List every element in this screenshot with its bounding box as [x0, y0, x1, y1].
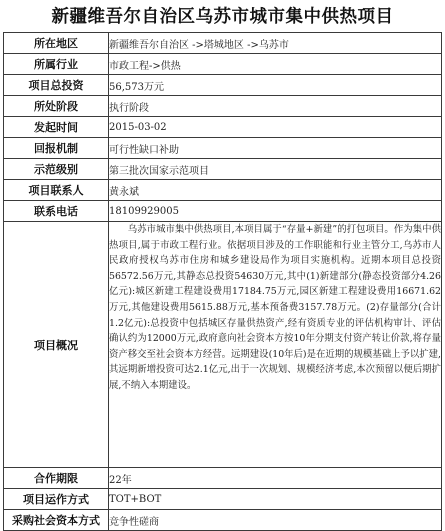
overview-value — [109, 222, 442, 468]
table-row — [4, 138, 442, 159]
overview-text: 乌苏市城市集中供热项目,本项目属于“存量+新建”的打包项目。作为集中供热项目,属于市政工程行业。依据项目涉及的工作职能和行业主管分工,乌苏市人民政府授权乌苏市住房和城乡建设局作为项目实施机构。近期本项目总投资56572.56万元,其静态总投资54630万元,其中(1)新建部分(静态投资部分4.26亿元):城区新建工程建设费用17184.75万元,园区新建工程建设费用16671.62万元,其他建设费用5615.88万元,基本预备费3157.78万元。(2)存量部分(合计1.2亿元):总投资中包括城区存量供热资产,经有资质专业的评估机构审计、评估确认约为12000万元,政府意向社会资本方按10年分期支付资产转让价款,将存量资产移交至社会资本方经营。远期建设(10年后)是在近期的规模基础上予以扩建,其远期新增投资可达2.1亿元,出于一次规划、规模经济考虑,本次预留以便后期扩展,不纳入本期建设。 — [109, 224, 441, 391]
operation-mode-label: 项目运作方式 — [4, 489, 109, 510]
table-row — [4, 201, 442, 222]
phone-value: 18109929005 — [109, 201, 442, 222]
table-row — [4, 96, 442, 117]
table-row — [4, 510, 442, 531]
table-row — [4, 54, 442, 75]
page-title: 新疆维吾尔自治区乌苏市城市集中供热项目 — [51, 7, 394, 27]
overview-label: 项目概况 — [4, 222, 109, 468]
table-row — [4, 159, 442, 180]
total-investment-value: 56,573万元 — [109, 75, 442, 96]
total-investment-label: 项目总投资 — [4, 75, 109, 96]
demo-level-label: 示范级别 — [4, 159, 109, 180]
launch-date-value: 2015-03-02 — [109, 117, 442, 138]
contact-person-value: 黄永斌 — [109, 180, 442, 201]
return-mechanism-label: 回报机制 — [4, 138, 109, 159]
contact-person-label: 项目联系人 — [4, 180, 109, 201]
region-label: 所在地区 — [4, 33, 109, 54]
table-row — [4, 75, 442, 96]
phone-label: 联系电话 — [4, 201, 109, 222]
project-info-table — [3, 32, 442, 531]
table-row — [4, 468, 442, 489]
return-mechanism-value: 可行性缺口补助 — [109, 138, 442, 159]
procurement-method-label: 采购社会资本方式 — [4, 510, 109, 531]
table-row — [4, 222, 442, 468]
demo-level-value: 第三批次国家示范项目 — [109, 159, 442, 180]
procurement-method-value: 竞争性磋商 — [109, 510, 442, 531]
cooperation-period-value: 22年 — [109, 468, 442, 489]
launch-date-label: 发起时间 — [4, 117, 109, 138]
industry-value: 市政工程->供热 — [109, 54, 442, 75]
table-row — [4, 180, 442, 201]
stage-value: 执行阶段 — [109, 96, 442, 117]
table-row — [4, 489, 442, 510]
region-value: 新疆维吾尔自治区 ->塔城地区 ->乌苏市 — [109, 33, 442, 54]
table-row — [4, 33, 442, 54]
cooperation-period-label: 合作期限 — [4, 468, 109, 489]
stage-label: 所处阶段 — [4, 96, 109, 117]
industry-label: 所属行业 — [4, 54, 109, 75]
operation-mode-value: TOT+BOT — [109, 489, 442, 510]
table-row — [4, 117, 442, 138]
